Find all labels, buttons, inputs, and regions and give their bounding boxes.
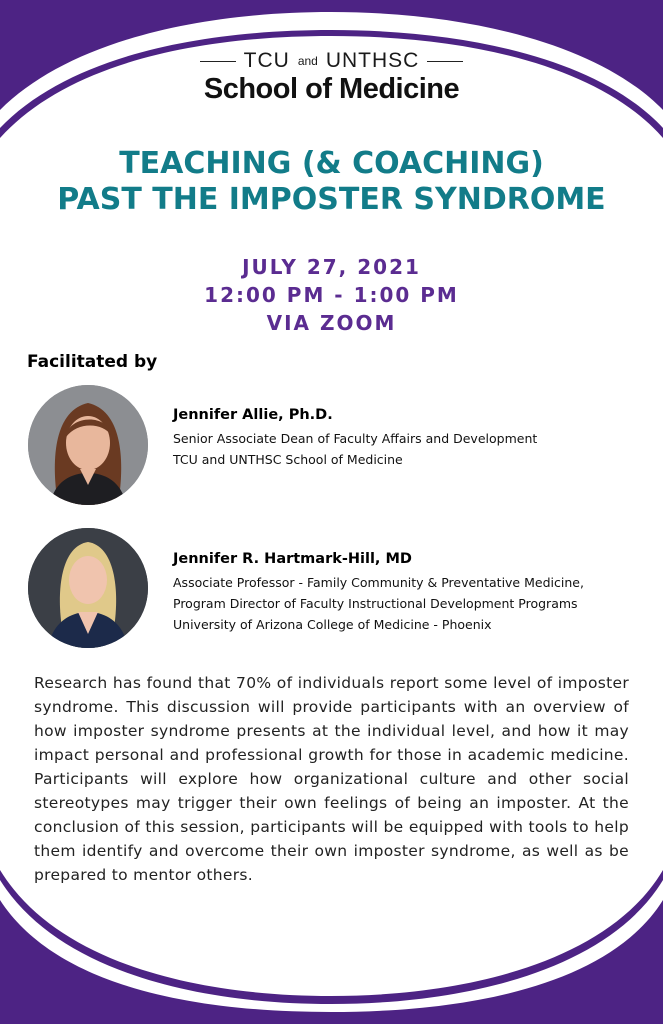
facilitator-1-name: Jennifer Allie, Ph.D. [173, 407, 333, 423]
logo-rule-left [200, 61, 236, 62]
title-line-1: TEACHING (& COACHING) [119, 146, 544, 181]
logo-top-line [0, 50, 663, 72]
session-description: Research has found that 70% of individuals report some level of imposter syndrome. This discussion will provide participants with an overview of how imposter syndrome presents at the individual level, and how it may impact personal and professional growth for those in academic medicine. Participants will explore how organizational culture and other social stereotypes may trigger their own feelings of being an imposter. At the conclusion of this session, participants will be equipped with tools to help them identify and overcome their own imposter syndrome, as well as be prepared to mentor others. [34, 674, 629, 884]
facilitator-2-photo [28, 528, 148, 648]
event-title [0, 146, 663, 218]
title-line-2: PAST THE IMPOSTER SYNDROME [57, 182, 606, 217]
portrait-2-icon [28, 528, 148, 648]
facilitator-2-title: Associate Professor - Family Community & Preventative Medicine, [173, 575, 584, 590]
facilitator-1-title: Senior Associate Dean of Faculty Affairs and Development [173, 431, 538, 446]
logo-unthsc: UNTHSC [325, 49, 420, 72]
event-time: 12:00 PM - 1:00 PM [204, 283, 459, 307]
logo-and: and [297, 54, 318, 68]
event-date: JULY 27, 2021 [242, 255, 421, 279]
portrait-1-icon [28, 385, 148, 505]
bottom-purple-band [0, 900, 663, 1024]
facilitated-by-heading: Facilitated by [27, 352, 158, 372]
facilitator-1-affiliation: TCU and UNTHSC School of Medicine [173, 452, 403, 467]
event-details [0, 253, 663, 337]
logo-rule-right [427, 61, 463, 62]
logo-school-of-medicine: School of Medicine [203, 73, 460, 105]
facilitator-2-affiliation: University of Arizona College of Medicine - Phoenix [173, 617, 492, 632]
facilitator-1-info [173, 407, 537, 470]
facilitator-2-name: Jennifer R. Hartmark-Hill, MD [173, 551, 412, 567]
facilitator-2-info [173, 551, 584, 635]
event-location: VIA ZOOM [266, 311, 397, 335]
facilitator-2-role: Program Director of Faculty Instructional Development Programs [173, 596, 578, 611]
logo-tcu: TCU [243, 49, 290, 72]
facilitator-1-photo [28, 385, 148, 505]
